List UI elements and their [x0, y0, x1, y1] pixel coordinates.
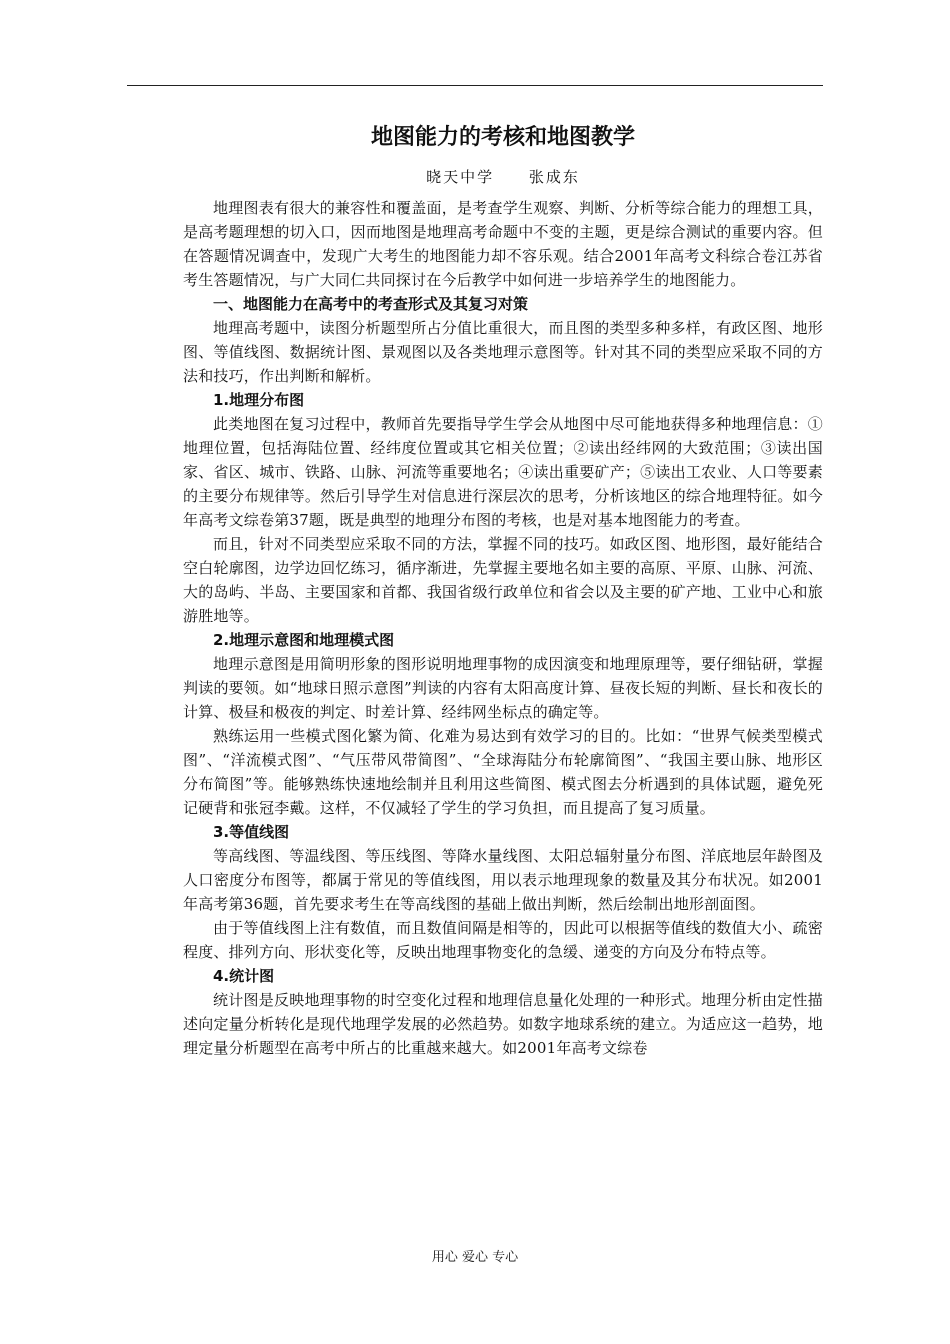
- subsection-heading-4: 4.统计图: [213, 967, 275, 985]
- subsection-1-paragraph-1: 此类地图在复习过程中，教师首先要指导学生学会从地图中尽可能地获得多种地理信息：①地理位置，包括海陆位置、经纬度位置或其它相关位置；②读出经纬网的大致范围；③读出国家、省区、城市、铁路、山脉、河流等重要地名；④读出重要矿产；⑤读出工农业、人口等要素的主要分布规律等。然后引导学生对信息进行深层次的思考，分析该地区的综合地理特征。如今年高考文综卷第37题，既是典型的地理分布图的考核，也是对基本地图能力的考查。: [183, 415, 823, 529]
- subsection-2-paragraph-2: 熟练运用一些模式图化繁为简、化难为易达到有效学习的目的。比如：“世界气候类型模式图”、“洋流模式图”、“气压带风带简图”、“全球海陆分布轮廓简图”、“我国主要山脉、地形区分布简图”等。能够熟练快速地绘制并且利用这些简图、模式图去分析遇到的具体试题，避免死记硬背和张冠李戴。这样，不仅减轻了学生的学习负担，而且提高了复习质量。: [183, 727, 823, 817]
- school-name: 晓天中学: [426, 168, 495, 186]
- subsection-heading-3: 3.等值线图: [213, 823, 290, 841]
- section-heading-1: 一、地图能力在高考中的考查形式及其复习对策: [213, 295, 529, 313]
- subsection-3-paragraph-1: 等高线图、等温线图、等压线图、等降水量线图、太阳总辐射量分布图、洋底地层年龄图及人口密度分布图等，都属于常见的等值线图，用以表示地理现象的数量及其分布状况。如2001年高考第36题，首先要求考生在等高线图的基础上做出判断，然后绘制出地形剖面图。: [183, 847, 823, 913]
- byline: [183, 166, 823, 188]
- page-footer: 用心 爱心 专心: [431, 1250, 519, 1265]
- subsection-4-paragraph-1: 统计图是反映地理事物的时空变化过程和地理信息量化处理的一种形式。地理分析由定性描述向定量分析转化是现代地理学发展的必然趋势。如数字地球系统的建立。为适应这一趋势，地理定量分析题型在高考中所占的比重越来越大。如2001年高考文综卷: [183, 991, 823, 1057]
- author-name: 张成东: [528, 168, 580, 186]
- subsection-1-paragraph-2: 而且，针对不同类型应采取不同的方法，掌握不同的技巧。如政区图、地形图，最好能结合空白轮廓图，边学边回忆练习，循序渐进，先掌握主要地名如主要的高原、平原、山脉、河流、大的岛屿、半岛、主要国家和首都、我国省级行政单位和省会以及主要的矿产地、工业中心和旅游胜地等。: [183, 535, 823, 625]
- subsection-heading-1: 1.地理分布图: [213, 391, 305, 409]
- subsection-2-paragraph-1: 地理示意图是用简明形象的图形说明地理事物的成因演变和地理原理等，要仔细钻研，掌握判读的要领。如“地球日照示意图”判读的内容有太阳高度计算、昼夜长短的判断、昼长和夜长的计算、极昼和极夜的判定、时差计算、经纬网坐标点的确定等。: [183, 655, 823, 721]
- article-body: [183, 122, 823, 1060]
- page-title: 地图能力的考核和地图教学: [370, 125, 635, 150]
- section-1-paragraph: 地理高考题中，读图分析题型所占分值比重很大，而且图的类型多种多样，有政区图、地形图、等值线图、数据统计图、景观图以及各类地理示意图等。针对其不同的类型应采取不同的方法和技巧，作出判断和解析。: [183, 319, 823, 385]
- subsection-3-paragraph-2: 由于等值线图上注有数值，而且数值间隔是相等的，因此可以根据等值线的数值大小、疏密程度、排列方向、形状变化等，反映出地理事物变化的急缓、递变的方向及分布特点等。: [183, 919, 823, 961]
- subsection-heading-2: 2.地理示意图和地理模式图: [213, 631, 395, 649]
- intro-paragraph: 地理图表有很大的兼容性和覆盖面，是考查学生观察、判断、分析等综合能力的理想工具，是高考题理想的切入口，因而地图是地理高考命题中不变的主题，更是综合测试的重要内容。但在答题情况调查中，发现广大考生的地图能力却不容乐观。结合2001年高考文科综合卷江苏省考生答题情况，与广大同仁共同探讨在今后教学中如何进一步培养学生的地图能力。: [183, 199, 823, 289]
- header-rule: [127, 85, 823, 86]
